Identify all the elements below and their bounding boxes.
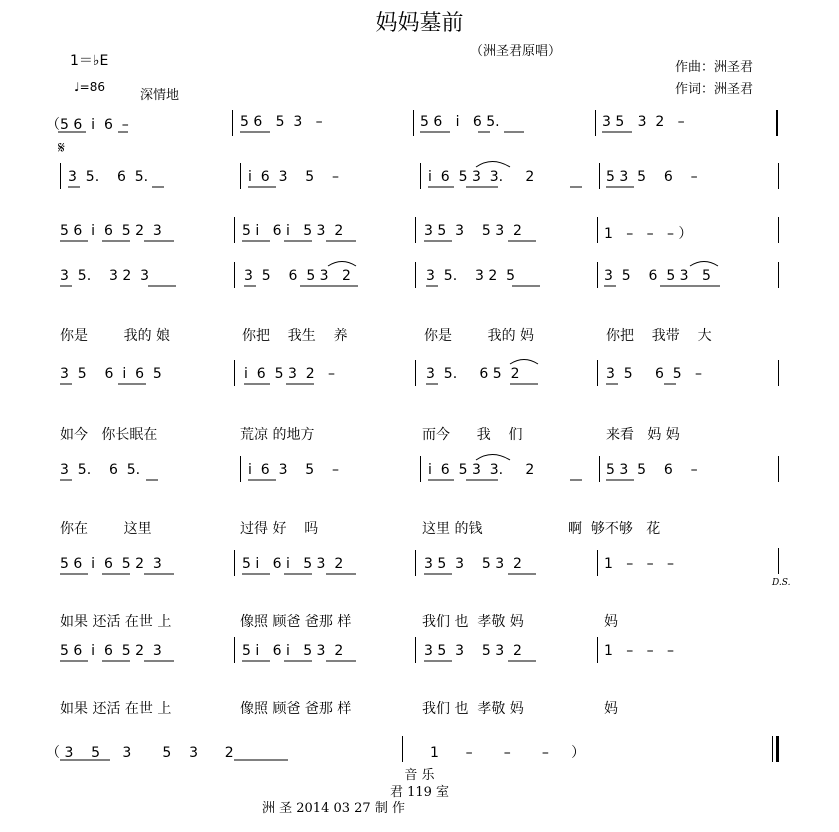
segno-sign: 𝄋 (58, 138, 65, 157)
measure: i 6 5 3 3. 2 (428, 169, 535, 185)
measure: 5 3 5 6 – (606, 169, 698, 185)
measure: 5 6 i 6 5 2 3 (60, 643, 162, 659)
bar-line (234, 262, 235, 288)
page-title: 妈妈墓前 (375, 11, 464, 36)
bar-line (776, 110, 778, 136)
final-bar-line (776, 736, 779, 762)
measure: 3 5 6 5 3 2 (244, 268, 351, 284)
lyric-line-1b: 你把 我生 养 (242, 328, 348, 344)
measure: 3 5. 6 5. (68, 169, 149, 185)
bar-line (597, 217, 598, 243)
bar-line (60, 163, 61, 189)
bar-line (778, 262, 779, 288)
measure: i 6 3 5 – (248, 462, 340, 478)
score-row-1 (0, 114, 839, 144)
measure: 3 5 6 i 6 5 (60, 366, 162, 382)
lyric-line-2a: 如今 你长眠在 (60, 427, 158, 443)
bar-line (415, 637, 416, 663)
bar-line (420, 456, 421, 482)
bar-line (772, 736, 773, 762)
lyric-line-4b: 像照 顾爸 爸那 样 (240, 614, 352, 630)
bar-line (234, 217, 235, 243)
measure: i 6 5 3 2 – (244, 366, 336, 382)
measure: 5 6 i 6 5 2 3 (60, 223, 162, 239)
measure: 3 5 3 2 – (602, 114, 685, 130)
lyric-line-5c: 我们 也 孝敬 妈 (422, 701, 524, 717)
measure: 3 5 3 5 3 2 (424, 556, 522, 572)
bar-line (599, 163, 600, 189)
lyric-line-5b: 像照 顾爸 爸那 样 (240, 701, 352, 717)
lyric-line-1c: 你是 我的 妈 (424, 328, 535, 344)
lyric-line-5a: 如果 还活 在世 上 (60, 701, 172, 717)
bar-line (234, 550, 235, 576)
lyric-line-2b: 荒凉 的地方 (240, 427, 315, 443)
footer-line-1: 音 乐 (404, 768, 435, 783)
bar-line (597, 550, 598, 576)
bar-line (778, 548, 779, 574)
bar-line (597, 360, 598, 386)
lyric-line-4c: 我们 也 孝敬 妈 (422, 614, 524, 630)
measure: 1 – – – (604, 556, 674, 572)
lyric-line-5d: 妈 (604, 701, 618, 717)
measure: 3 5. 3 2 5 (426, 268, 516, 284)
bar-line (595, 110, 596, 136)
bar-line (778, 360, 779, 386)
lyric-line-3b: 过得 好 吗 (240, 521, 319, 537)
subtitle: （洲圣君原唱） (470, 44, 562, 59)
measure: 5 i 6 i 5 3 2 (242, 556, 344, 572)
measure: 3 5. 6 5. (60, 462, 141, 478)
bar-line (420, 163, 421, 189)
lyric-line-2c: 而今 我 们 (422, 427, 523, 443)
score-row-7 (0, 556, 839, 586)
bar-line (599, 456, 600, 482)
dal-segno-mark: D.S. (772, 578, 791, 588)
measure: 3 5 3 5 3 2 (424, 643, 522, 659)
bar-line (778, 217, 779, 243)
score-row-5 (0, 366, 839, 396)
measure: 3 5 6 5 – (606, 366, 703, 382)
measure: 5 i 6 i 5 3 2 (242, 643, 344, 659)
bar-line (415, 550, 416, 576)
bar-line (402, 736, 403, 762)
key-signature: 1＝♭E (70, 53, 109, 69)
measure: 1 – – – ） (604, 226, 693, 242)
bar-line (597, 637, 598, 663)
score-row-3 (0, 223, 839, 253)
lyric-line-4d: 妈 (604, 614, 618, 630)
bar-line (234, 637, 235, 663)
bar-line (240, 163, 241, 189)
bar-line (415, 262, 416, 288)
composer-credit: 作曲：洲圣君 (675, 60, 754, 75)
footer-line-2: 君 119 室 (389, 785, 450, 800)
measure: 5 6 i 6 5. (420, 114, 500, 130)
measure: （ 3 5 3 5 3 2 (46, 745, 234, 761)
measure: 5 6 5 3 – (240, 114, 323, 130)
measure: i 6 5 3 3. 2 (428, 462, 535, 478)
lyric-line-1a: 你是 我的 娘 (60, 328, 171, 344)
measure: 3 5. 6 5 2 (426, 366, 520, 382)
bar-line (778, 456, 779, 482)
lyric-line-4a: 如果 还活 在世 上 (60, 614, 172, 630)
bar-line (232, 110, 233, 136)
lyric-line-3d: 啊 够不够 花 (568, 521, 661, 537)
measure: 5 i 6 i 5 3 2 (242, 223, 344, 239)
measure: 3 5 3 5 3 2 (424, 223, 522, 239)
measure: i 6 3 5 – (248, 169, 340, 185)
bar-line (240, 456, 241, 482)
measure: 5 3 5 6 – (606, 462, 698, 478)
bar-line (778, 163, 779, 189)
score-row-8 (0, 643, 839, 673)
bar-line (415, 217, 416, 243)
expression-mark: 深情地 (140, 88, 180, 103)
measure: 3 5. 3 2 3 (60, 268, 150, 284)
tempo-mark: ♩=86 (74, 80, 105, 94)
lyric-line-3a: 你在 这里 (60, 521, 152, 537)
score-row-4 (0, 268, 839, 298)
measure: 5 6 i 6 5 2 3 (60, 556, 162, 572)
lyric-line-2d: 来看 妈 妈 (606, 427, 680, 443)
bar-line (234, 360, 235, 386)
measure: 3 5 6 5 3 5 (604, 268, 711, 284)
bar-line (415, 360, 416, 386)
lyric-line-1d: 你把 我带 大 (606, 328, 712, 344)
lyric-line-3c: 这里 的钱 (422, 521, 483, 537)
measure: 1 – – – ） (430, 745, 586, 761)
footer-line-3: 洲 圣 2014 03 27 制 作 (262, 801, 405, 816)
bar-line (597, 262, 598, 288)
measure: （5 6 i 6 – (46, 117, 129, 133)
lyricist-credit: 作词：洲圣君 (675, 82, 754, 97)
bar-line (413, 110, 414, 136)
measure: 1 – – – (604, 643, 674, 659)
